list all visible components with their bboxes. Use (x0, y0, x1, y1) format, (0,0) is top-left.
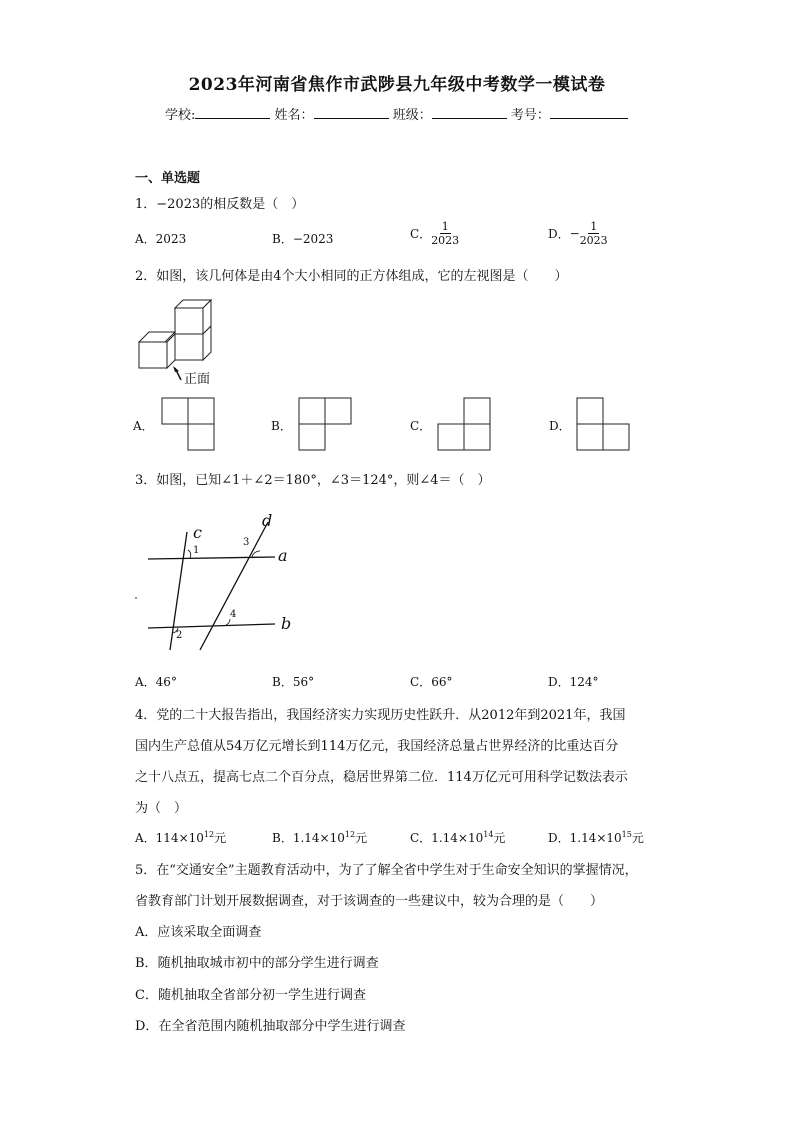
angle-1-label: 1 (193, 545, 200, 556)
question-4-line-4: 为（ ） (135, 801, 188, 816)
line-a-label: a (278, 546, 288, 565)
front-view-label: 正面 (184, 372, 211, 387)
q4-option-b[interactable]: B．$1.14\times 10^{12}$元 (272, 830, 368, 845)
line-d-label: d (262, 511, 273, 530)
page-title: 2023年河南省焦作市武陟县九年级中考数学一模试卷 (188, 75, 606, 95)
question-4-line-2: 国内生产总值从54万亿元增长到114万亿元，我国经济总量占世界经济的比重达百分 (135, 739, 619, 754)
exam-no-label: 考号： (510, 108, 550, 123)
q5-option-b[interactable]: B．随机抽取城市初中的部分学生进行调查 (135, 956, 379, 971)
student-info-line (165, 104, 628, 123)
question-5-line-1: 5．在“交通安全”主题教育活动中，为了了解全省中学生对于生命安全知识的掌握情况， (135, 863, 638, 878)
q3-option-a[interactable]: A．46° (135, 675, 177, 689)
school-label: 学校: (165, 108, 196, 123)
question-4-line-1: 4．党的二十大报告指出，我国经济实力实现历史性跃升．从2012年到2021年，我国 (135, 708, 626, 723)
q3-option-d[interactable]: D．124° (548, 675, 599, 689)
section-title: 一、单选题 (135, 171, 201, 186)
school-blank[interactable] (195, 106, 270, 119)
q1-option-d[interactable]: D．− $\frac{1}{2023}$ (548, 220, 608, 247)
question-2-stem: 2．如图，该几何体是由4个大小相同的正方体组成，它的左视图是（ ） (135, 269, 568, 284)
question-4-line-3: 之十八点五，提高七点二个百分点，稳居世界第二位．114万亿元可用科学记数法表示 (135, 770, 628, 785)
class-label: 班级： (392, 108, 432, 123)
exam-no-blank[interactable] (550, 106, 628, 119)
q2-option-d-label[interactable]: D． (549, 419, 571, 433)
name-blank[interactable] (314, 106, 389, 119)
q4-option-c[interactable]: C．$1.14\times 10^{14}$元 (410, 830, 506, 845)
q2-option-b-label[interactable]: B． (271, 419, 292, 433)
q5-option-c[interactable]: C．随机抽取全省部分初一学生进行调查 (135, 988, 366, 1003)
q1-option-c[interactable]: C． $\frac{1}{2023}$ (410, 220, 460, 247)
line-b-label: b (281, 614, 292, 633)
angle-3-label: 3 (243, 537, 250, 548)
q4-option-d[interactable]: D．$1.14\times 10^{15}$元 (548, 830, 644, 845)
q4-option-a[interactable]: A．$114\times 10^{12}$元 (135, 830, 227, 845)
q2-option-d-figure[interactable] (577, 398, 631, 452)
q2-option-c-label[interactable]: C． (410, 419, 432, 433)
q2-option-a-label[interactable]: A． (133, 419, 154, 433)
q1-option-a[interactable]: A．2023 (135, 232, 187, 246)
q5-option-a[interactable]: A．应该采取全面调查 (135, 925, 262, 940)
q2-option-c-figure[interactable] (438, 398, 492, 452)
angle-4-label: 4 (230, 609, 237, 620)
parallel-lines-figure (130, 510, 310, 660)
q1-option-b[interactable]: B．−2023 (272, 232, 334, 246)
line-c-label: c (193, 523, 202, 542)
name-label: 姓名： (274, 108, 314, 123)
q2-option-b-figure[interactable] (299, 398, 353, 452)
question-1-stem: 1．−2023的相反数是（ ） (135, 197, 305, 212)
q5-option-d[interactable]: D．在全省范围内随机抽取部分中学生进行调查 (135, 1019, 406, 1034)
question-5-line-2: 省教育部门计划开展数据调查，对于该调查的一些建议中，较为合理的是（ ） (135, 894, 604, 909)
q3-option-c[interactable]: C．66° (410, 675, 453, 689)
q3-option-b[interactable]: B．56° (272, 675, 315, 689)
question-3-stem: 3．如图，已知∠1＋∠2＝180°，∠3＝124°，则∠4＝（ ） (135, 473, 491, 488)
class-blank[interactable] (432, 106, 507, 119)
q2-option-a-figure[interactable] (162, 398, 216, 452)
angle-2-label: 2 (176, 630, 183, 641)
